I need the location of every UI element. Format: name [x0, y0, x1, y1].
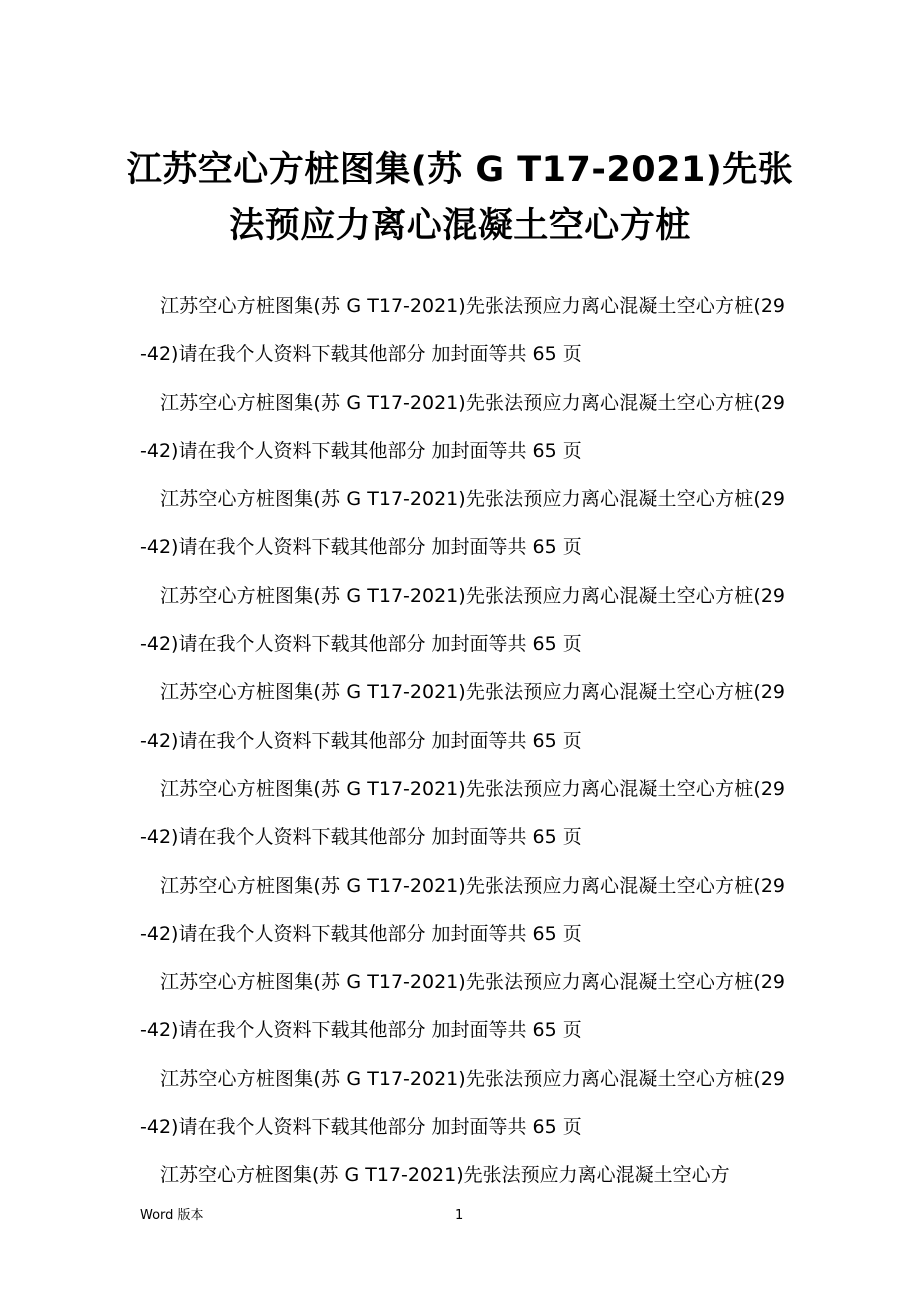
body-paragraph: 江苏空心方桩图集(苏 G T17-2021)先张法预应力离心混凝土空心方桩(29-42)请在我个人资料下载其他部分 加封面等共 65 页 [140, 1067, 785, 1139]
body-paragraph: 江苏空心方桩图集(苏 G T17-2021)先张法预应力离心混凝土空心方桩(29-42)请在我个人资料下载其他部分 加封面等共 65 页 [140, 295, 785, 366]
footer-page-number: 1 [455, 1208, 464, 1223]
document-title: 江苏空心方桩图集(苏 G T17-2021)先张法预应力离心混凝土空心方桩 [126, 150, 794, 246]
body-paragraph: 江苏空心方桩图集(苏 G T17-2021)先张法预应力离心混凝土空心方桩(29-42)请在我个人资料下载其他部分 加封面等共 65 页 [140, 488, 785, 559]
footer-version-label: Word 版本 [140, 1208, 204, 1223]
body-paragraph: 江苏空心方桩图集(苏 G T17-2021)先张法预应力离心混凝土空心方 [160, 1164, 730, 1187]
body-paragraph: 江苏空心方桩图集(苏 G T17-2021)先张法预应力离心混凝土空心方桩(29-42)请在我个人资料下载其他部分 加封面等共 65 页 [140, 681, 785, 752]
document-body [140, 282, 785, 1200]
body-paragraph: 江苏空心方桩图集(苏 G T17-2021)先张法预应力离心混凝土空心方桩(29-42)请在我个人资料下载其他部分 加封面等共 65 页 [140, 874, 785, 945]
body-paragraph: 江苏空心方桩图集(苏 G T17-2021)先张法预应力离心混凝土空心方桩(29-42)请在我个人资料下载其他部分 加封面等共 65 页 [140, 584, 785, 656]
body-paragraph: 江苏空心方桩图集(苏 G T17-2021)先张法预应力离心混凝土空心方桩(29-42)请在我个人资料下载其他部分 加封面等共 65 页 [140, 391, 785, 462]
body-paragraph: 江苏空心方桩图集(苏 G T17-2021)先张法预应力离心混凝土空心方桩(29-42)请在我个人资料下载其他部分 加封面等共 65 页 [140, 971, 785, 1042]
body-paragraph: 江苏空心方桩图集(苏 G T17-2021)先张法预应力离心混凝土空心方桩(29-42)请在我个人资料下载其他部分 加封面等共 65 页 [140, 777, 785, 849]
